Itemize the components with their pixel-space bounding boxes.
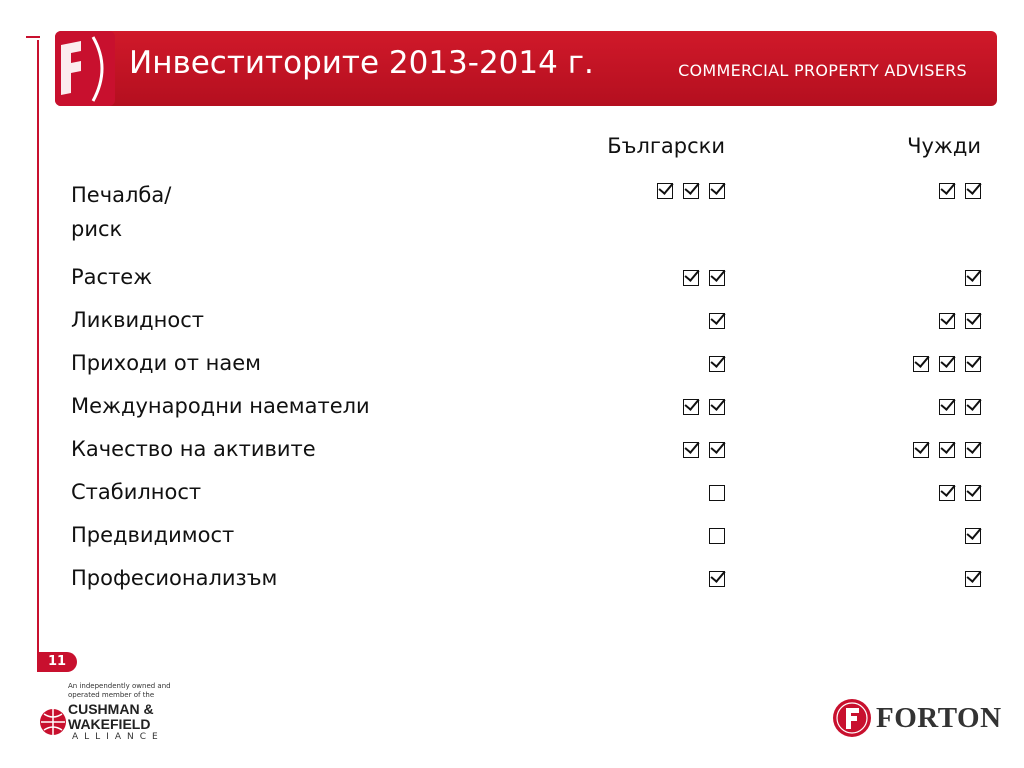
foreign-rating xyxy=(965,523,981,549)
partner-name-line1: CUSHMAN & xyxy=(68,701,154,717)
partner-note: An independently owned and operated member of the xyxy=(68,682,171,699)
table-row xyxy=(71,178,981,265)
page-number: 11 xyxy=(37,652,77,672)
investor-comparison-table xyxy=(71,134,981,609)
foreign-rating xyxy=(913,437,981,463)
table-row xyxy=(71,308,981,351)
check-group xyxy=(709,523,725,549)
check-group xyxy=(709,351,725,377)
checked-box-icon xyxy=(913,356,929,372)
checked-box-icon xyxy=(939,313,955,329)
checked-box-icon xyxy=(939,399,955,415)
row-label: Международни наематели xyxy=(71,394,370,418)
check-group xyxy=(683,394,725,420)
check-group xyxy=(709,480,725,506)
checked-box-icon xyxy=(657,183,673,199)
check-group xyxy=(683,437,725,463)
checked-box-icon xyxy=(683,399,699,415)
checked-box-icon xyxy=(939,442,955,458)
foreign-rating xyxy=(939,394,981,420)
partner-name-line2: WAKEFIELD xyxy=(68,716,151,732)
table-row xyxy=(71,351,981,394)
bulgarian-rating xyxy=(709,523,725,549)
table-row xyxy=(71,437,981,480)
checked-box-icon xyxy=(709,571,725,587)
foreign-rating xyxy=(939,480,981,506)
bulgarian-rating xyxy=(683,265,725,291)
row-label: Ликвидност xyxy=(71,308,205,332)
bulgarian-rating xyxy=(709,480,725,506)
check-group xyxy=(709,566,725,592)
check-group xyxy=(683,265,725,291)
row-label: Печалба/ риск xyxy=(71,183,172,241)
checked-box-icon xyxy=(709,356,725,372)
checked-box-icon xyxy=(709,442,725,458)
checked-box-icon xyxy=(965,399,981,415)
left-rule-top xyxy=(26,36,40,38)
checked-box-icon xyxy=(965,528,981,544)
check-group xyxy=(913,351,981,377)
forton-f-icon xyxy=(55,31,115,106)
checked-box-icon xyxy=(965,485,981,501)
check-group xyxy=(939,394,981,420)
forton-emblem-icon xyxy=(832,698,872,738)
table-row xyxy=(71,480,981,523)
checked-box-icon xyxy=(965,270,981,286)
check-group xyxy=(657,178,725,204)
bulgarian-rating xyxy=(709,308,725,334)
foreign-rating xyxy=(965,566,981,592)
check-group xyxy=(913,437,981,463)
table-row xyxy=(71,523,981,566)
checked-box-icon xyxy=(965,313,981,329)
column-header-foreign: Чужди xyxy=(907,134,981,158)
brand-name: FORTON xyxy=(876,702,1002,734)
empty-box-icon xyxy=(709,485,725,501)
bulgarian-rating xyxy=(683,394,725,420)
row-label: Качество на активите xyxy=(71,437,316,461)
foreign-rating xyxy=(939,178,981,204)
foreign-rating xyxy=(913,351,981,377)
forton-logo xyxy=(832,698,1002,740)
check-group xyxy=(939,308,981,334)
bulgarian-rating xyxy=(709,351,725,377)
globe-icon xyxy=(38,700,68,744)
tagline: COMMERCIAL PROPERTY ADVISERS xyxy=(678,61,967,80)
row-label: Приходи от наем xyxy=(71,351,262,375)
check-group xyxy=(965,265,981,291)
check-group xyxy=(939,480,981,506)
checked-box-icon xyxy=(965,356,981,372)
checked-box-icon xyxy=(939,356,955,372)
partner-name xyxy=(68,702,154,732)
page-title: Инвеститорите 2013-2014 г. xyxy=(129,45,594,81)
bulgarian-rating xyxy=(683,437,725,463)
foreign-rating xyxy=(939,308,981,334)
checked-box-icon xyxy=(913,442,929,458)
check-group xyxy=(939,178,981,204)
check-group xyxy=(965,566,981,592)
check-group xyxy=(709,308,725,334)
row-label: Професионализъм xyxy=(71,566,278,590)
checked-box-icon xyxy=(939,485,955,501)
row-label: Стабилност xyxy=(71,480,202,504)
partner-alliance: ALLIANCE xyxy=(72,732,164,742)
title-banner xyxy=(55,31,997,106)
cushman-wakefield-logo xyxy=(38,682,178,746)
checked-box-icon xyxy=(965,442,981,458)
checked-box-icon xyxy=(709,399,725,415)
check-group xyxy=(965,523,981,549)
left-rule xyxy=(37,40,39,670)
checked-box-icon xyxy=(709,183,725,199)
checked-box-icon xyxy=(939,183,955,199)
bulgarian-rating xyxy=(657,178,725,204)
row-label: Предвидимост xyxy=(71,523,235,547)
checked-box-icon xyxy=(683,183,699,199)
foreign-rating xyxy=(965,265,981,291)
bulgarian-rating xyxy=(709,566,725,592)
checked-box-icon xyxy=(965,183,981,199)
empty-box-icon xyxy=(709,528,725,544)
table-row xyxy=(71,265,981,308)
checked-box-icon xyxy=(709,313,725,329)
checked-box-icon xyxy=(683,442,699,458)
checked-box-icon xyxy=(683,270,699,286)
table-row xyxy=(71,566,981,609)
table-row xyxy=(71,394,981,437)
table-header-row xyxy=(71,134,981,178)
checked-box-icon xyxy=(965,571,981,587)
checked-box-icon xyxy=(709,270,725,286)
column-header-bulgarian: Български xyxy=(607,134,725,158)
row-label: Растеж xyxy=(71,265,153,289)
